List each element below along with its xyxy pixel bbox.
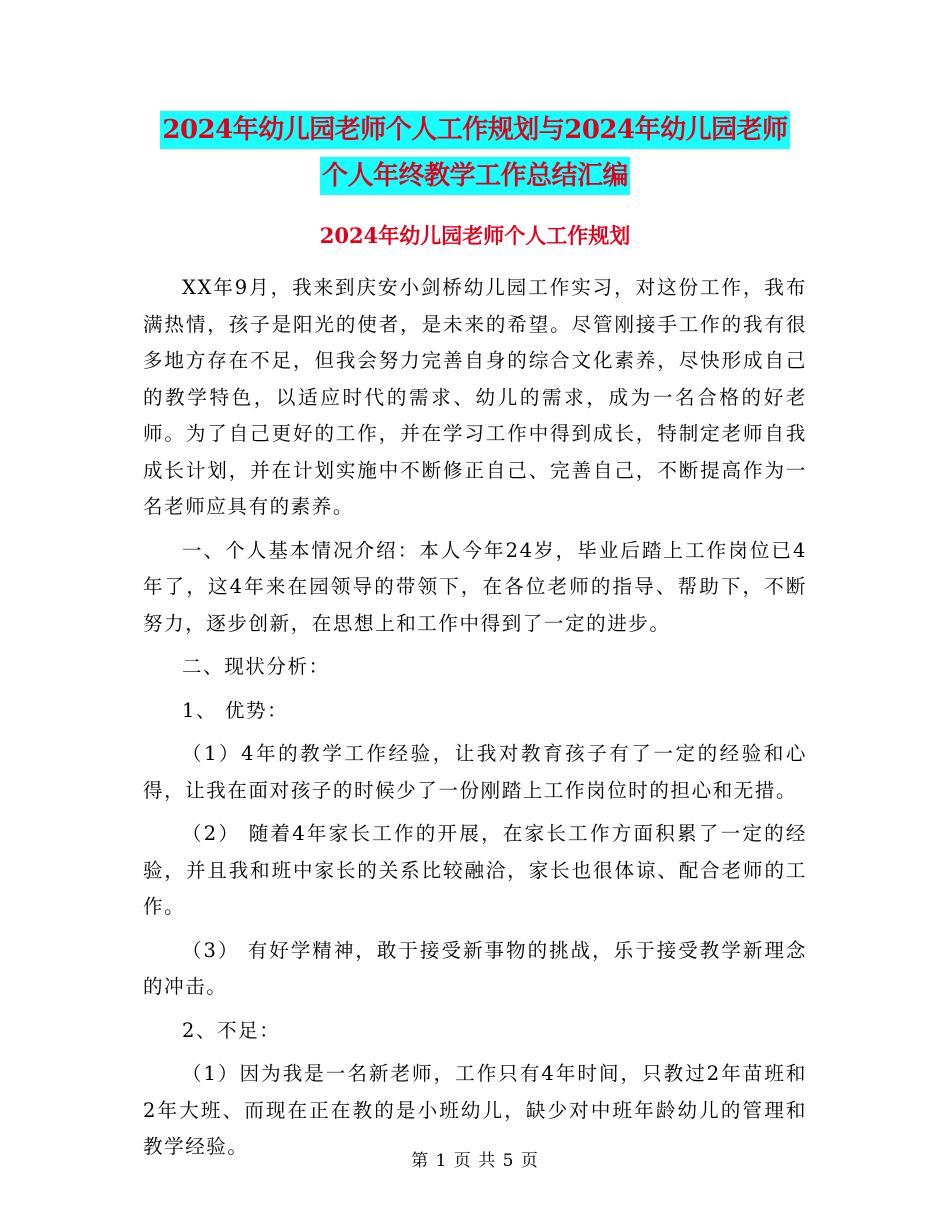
title-line-2: 个人年终教学工作总结汇编 — [320, 157, 630, 195]
paragraph-status-heading: 二、现状分析： — [182, 655, 330, 678]
paragraph-strength-2: （2） 随着4年家长工作的开展，在家长工作方面积累了一定的经验，并且我和班中家长的关系比较融洽，家长也很体谅、配合老师的工作。 — [143, 822, 807, 918]
page-footer — [0, 1146, 950, 1171]
paragraph-weakness-heading: 2、不足： — [182, 1018, 281, 1042]
paragraph-strength-1: （1）4年的教学工作经验，让我对教育孩子有了一定的经验和心得，让我在面对孩子的时候少了一份刚踏上工作岗位时的担心和无措。 — [143, 742, 807, 802]
page-number: 第 1 页 共 5 页 — [411, 1151, 539, 1171]
paragraph-intro: XX年9月，我来到庆安小剑桥幼儿园工作实习，对这份工作，我布满热情，孩子是阳光的使者，是未来的希望。尽管刚接手工作的我有很多地方存在不足，但我会努力完善自身的综合文化素养，尽快形成自己的教学特色，以适应时代的需求、幼儿的需求，成为一名合格的好老师。为了自己更好的工作，并在学习工作中得到成长，特制定老师自我成长计划，并在计划实施中不断修正自己、完善自己，不断提高作为一名老师应具有的素养。 — [143, 276, 807, 518]
paragraph-strengths-heading: 1、 优势： — [182, 698, 289, 722]
paragraph-strength-3: （3） 有好学精神，敢于接受新事物的挑战，乐于接受教学新理念的冲击。 — [143, 938, 807, 998]
document-title — [0, 111, 950, 203]
paragraph-weakness-1: （1）因为我是一名新老师，工作只有4年时间，只教过2年苗班和2年大班、而现在正在教的是小班幼儿，缺少对中班年龄幼儿的管理和教学经验。 — [143, 1062, 807, 1158]
section-title: 2024年幼儿园老师个人工作规划 — [319, 223, 631, 248]
title-line-1: 2024年幼儿园老师个人工作规划与2024年幼儿园老师 — [160, 111, 789, 149]
document-body — [143, 270, 807, 1166]
paragraph-basic-info: 一、个人基本情况介绍：本人今年24岁，毕业后踏上工作岗位已4年了，这4年来在园领导的带领下，在各位老师的指导、帮助下，不断努力，逐步创新，在思想上和工作中得到了一定的进步。 — [143, 538, 807, 635]
